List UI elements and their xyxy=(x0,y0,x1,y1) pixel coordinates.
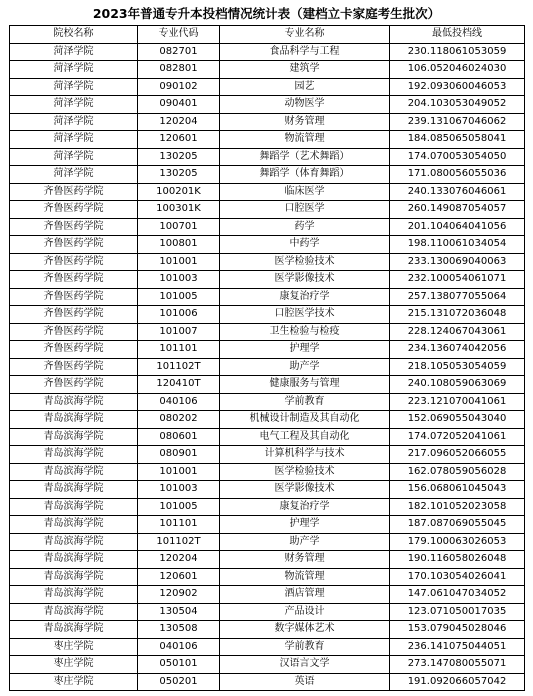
school-name-cell: 菏泽学院 xyxy=(10,148,138,166)
table-row xyxy=(10,253,525,271)
major-name-cell: 物流管理 xyxy=(220,131,390,149)
major-code-cell: 101006 xyxy=(138,306,220,324)
table-row xyxy=(10,166,525,184)
table-row xyxy=(10,638,525,656)
major-name-cell: 护理学 xyxy=(220,341,390,359)
school-name-cell: 齐鲁医药学院 xyxy=(10,253,138,271)
min-score-cell: 187.087069055045 xyxy=(390,516,525,534)
major-name-cell: 医学影像技术 xyxy=(220,481,390,499)
table-row xyxy=(10,323,525,341)
table-row xyxy=(10,201,525,219)
major-name-cell: 康复治疗学 xyxy=(220,498,390,516)
major-name-cell: 电气工程及其自动化 xyxy=(220,428,390,446)
table-row xyxy=(10,218,525,236)
school-name-cell: 青岛滨海学院 xyxy=(10,516,138,534)
major-code-cell: 120204 xyxy=(138,551,220,569)
major-name-cell: 口腔医学技术 xyxy=(220,306,390,324)
min-score-cell: 228.124067043061 xyxy=(390,323,525,341)
min-score-cell: 191.092066057042 xyxy=(390,673,525,691)
score-table xyxy=(9,25,525,691)
min-score-cell: 240.108059063069 xyxy=(390,376,525,394)
major-code-cell: 101003 xyxy=(138,271,220,289)
major-code-cell: 090401 xyxy=(138,96,220,114)
school-name-cell: 齐鲁医药学院 xyxy=(10,288,138,306)
table-row xyxy=(10,498,525,516)
major-name-cell: 卫生检验与检疫 xyxy=(220,323,390,341)
major-code-cell: 101102T xyxy=(138,358,220,376)
table-row xyxy=(10,621,525,639)
min-score-cell: 174.070053054050 xyxy=(390,148,525,166)
major-code-cell: 120601 xyxy=(138,131,220,149)
school-name-cell: 齐鲁医药学院 xyxy=(10,358,138,376)
table-row xyxy=(10,481,525,499)
major-name-cell: 计算机科学与技术 xyxy=(220,446,390,464)
major-name-cell: 食品科学与工程 xyxy=(220,43,390,61)
major-name-cell: 动物医学 xyxy=(220,96,390,114)
major-code-cell: 101001 xyxy=(138,463,220,481)
table-row xyxy=(10,341,525,359)
major-code-cell: 082801 xyxy=(138,61,220,79)
major-name-cell: 机械设计制造及其自动化 xyxy=(220,411,390,429)
school-name-cell: 菏泽学院 xyxy=(10,61,138,79)
min-score-cell: 215.131072036048 xyxy=(390,306,525,324)
major-name-cell: 口腔医学 xyxy=(220,201,390,219)
school-name-cell: 枣庄学院 xyxy=(10,673,138,691)
min-score-cell: 232.100054061071 xyxy=(390,271,525,289)
major-name-cell: 临床医学 xyxy=(220,183,390,201)
table-row xyxy=(10,288,525,306)
min-score-cell: 230.118061053059 xyxy=(390,43,525,61)
school-name-cell: 齐鲁医药学院 xyxy=(10,218,138,236)
major-name-cell: 园艺 xyxy=(220,78,390,96)
major-code-cell: 101007 xyxy=(138,323,220,341)
school-name-cell: 青岛滨海学院 xyxy=(10,393,138,411)
table-row xyxy=(10,96,525,114)
min-score-cell: 106.052046024030 xyxy=(390,61,525,79)
min-score-cell: 156.068061045043 xyxy=(390,481,525,499)
school-name-cell: 青岛滨海学院 xyxy=(10,498,138,516)
major-code-cell: 080601 xyxy=(138,428,220,446)
school-name-cell: 青岛滨海学院 xyxy=(10,568,138,586)
table-row xyxy=(10,358,525,376)
min-score-cell: 234.136074042056 xyxy=(390,341,525,359)
major-name-cell: 助产学 xyxy=(220,533,390,551)
min-score-cell: 171.080056055036 xyxy=(390,166,525,184)
min-score-cell: 192.093060046053 xyxy=(390,78,525,96)
major-code-cell: 101003 xyxy=(138,481,220,499)
table-row xyxy=(10,376,525,394)
school-name-cell: 青岛滨海学院 xyxy=(10,463,138,481)
table-row xyxy=(10,551,525,569)
table-row xyxy=(10,113,525,131)
min-score-cell: 147.061047034052 xyxy=(390,586,525,604)
school-name-cell: 青岛滨海学院 xyxy=(10,551,138,569)
major-code-cell: 120902 xyxy=(138,586,220,604)
major-name-cell: 产品设计 xyxy=(220,603,390,621)
min-score-cell: 153.079045028046 xyxy=(390,621,525,639)
table-row xyxy=(10,586,525,604)
major-name-cell: 护理学 xyxy=(220,516,390,534)
school-name-cell: 青岛滨海学院 xyxy=(10,428,138,446)
min-score-cell: 239.131067046062 xyxy=(390,113,525,131)
school-name-cell: 枣庄学院 xyxy=(10,656,138,674)
school-name-cell: 齐鲁医药学院 xyxy=(10,323,138,341)
school-name-cell: 齐鲁医药学院 xyxy=(10,376,138,394)
major-name-cell: 酒店管理 xyxy=(220,586,390,604)
major-name-cell: 中药学 xyxy=(220,236,390,254)
table-row xyxy=(10,393,525,411)
min-score-cell: 123.071050017035 xyxy=(390,603,525,621)
major-code-cell: 100801 xyxy=(138,236,220,254)
major-name-cell: 物流管理 xyxy=(220,568,390,586)
major-name-cell: 数字媒体艺术 xyxy=(220,621,390,639)
major-name-cell: 助产学 xyxy=(220,358,390,376)
school-name-cell: 青岛滨海学院 xyxy=(10,586,138,604)
major-code-cell: 082701 xyxy=(138,43,220,61)
major-code-cell: 130205 xyxy=(138,148,220,166)
major-code-cell: 090102 xyxy=(138,78,220,96)
min-score-cell: 273.147080055071 xyxy=(390,656,525,674)
major-code-cell: 040106 xyxy=(138,638,220,656)
major-name-cell: 建筑学 xyxy=(220,61,390,79)
table-row xyxy=(10,131,525,149)
school-name-cell: 齐鲁医药学院 xyxy=(10,201,138,219)
school-name-cell: 齐鲁医药学院 xyxy=(10,183,138,201)
page-title: 2023年普通专升本投档情况统计表（建档立卡家庭考生批次） xyxy=(92,6,441,21)
major-code-cell: 100201K xyxy=(138,183,220,201)
table-row xyxy=(10,411,525,429)
major-code-cell: 050201 xyxy=(138,673,220,691)
school-name-cell: 菏泽学院 xyxy=(10,96,138,114)
school-name-cell: 青岛滨海学院 xyxy=(10,481,138,499)
table-row xyxy=(10,533,525,551)
school-name-cell: 菏泽学院 xyxy=(10,113,138,131)
table-row xyxy=(10,236,525,254)
table-row xyxy=(10,271,525,289)
major-name-cell: 康复治疗学 xyxy=(220,288,390,306)
school-name-cell: 菏泽学院 xyxy=(10,78,138,96)
table-row xyxy=(10,183,525,201)
table-row xyxy=(10,428,525,446)
min-score-cell: 162.078059056028 xyxy=(390,463,525,481)
table-row xyxy=(10,61,525,79)
major-name-cell: 健康服务与管理 xyxy=(220,376,390,394)
school-name-cell: 青岛滨海学院 xyxy=(10,446,138,464)
table-row xyxy=(10,148,525,166)
school-name-cell: 菏泽学院 xyxy=(10,166,138,184)
major-code-cell: 130508 xyxy=(138,621,220,639)
table-row xyxy=(10,656,525,674)
major-name-cell: 医学影像技术 xyxy=(220,271,390,289)
major-code-cell: 130205 xyxy=(138,166,220,184)
table-row xyxy=(10,306,525,324)
school-name-cell: 齐鲁医药学院 xyxy=(10,236,138,254)
major-code-cell: 120601 xyxy=(138,568,220,586)
major-code-cell: 100301K xyxy=(138,201,220,219)
table-row xyxy=(10,78,525,96)
header-min-score: 最低投档线 xyxy=(390,26,525,44)
min-score-cell: 240.133076046061 xyxy=(390,183,525,201)
school-name-cell: 齐鲁医药学院 xyxy=(10,306,138,324)
min-score-cell: 236.141075044051 xyxy=(390,638,525,656)
major-code-cell: 101101 xyxy=(138,341,220,359)
school-name-cell: 枣庄学院 xyxy=(10,638,138,656)
major-name-cell: 学前教育 xyxy=(220,393,390,411)
school-name-cell: 齐鲁医药学院 xyxy=(10,341,138,359)
table-body xyxy=(10,43,525,691)
major-name-cell: 医学检验技术 xyxy=(220,463,390,481)
major-code-cell: 101005 xyxy=(138,288,220,306)
major-name-cell: 药学 xyxy=(220,218,390,236)
major-name-cell: 舞蹈学（体育舞蹈） xyxy=(220,166,390,184)
major-code-cell: 130504 xyxy=(138,603,220,621)
min-score-cell: 179.100063026053 xyxy=(390,533,525,551)
min-score-cell: 152.069055043040 xyxy=(390,411,525,429)
major-name-cell: 财务管理 xyxy=(220,551,390,569)
school-name-cell: 青岛滨海学院 xyxy=(10,621,138,639)
major-code-cell: 120410T xyxy=(138,376,220,394)
min-score-cell: 204.103053049052 xyxy=(390,96,525,114)
min-score-cell: 218.105053054059 xyxy=(390,358,525,376)
min-score-cell: 233.130069040063 xyxy=(390,253,525,271)
min-score-cell: 174.072052041061 xyxy=(390,428,525,446)
major-name-cell: 舞蹈学（艺术舞蹈） xyxy=(220,148,390,166)
school-name-cell: 齐鲁医药学院 xyxy=(10,271,138,289)
table-row xyxy=(10,463,525,481)
major-name-cell: 英语 xyxy=(220,673,390,691)
min-score-cell: 201.104064041056 xyxy=(390,218,525,236)
header-code: 专业代码 xyxy=(138,26,220,44)
table-row xyxy=(10,603,525,621)
major-code-cell: 101005 xyxy=(138,498,220,516)
min-score-cell: 257.138077055064 xyxy=(390,288,525,306)
header-major: 专业名称 xyxy=(220,26,390,44)
major-code-cell: 040106 xyxy=(138,393,220,411)
major-code-cell: 101102T xyxy=(138,533,220,551)
major-code-cell: 050101 xyxy=(138,656,220,674)
min-score-cell: 217.096052066055 xyxy=(390,446,525,464)
major-code-cell: 101001 xyxy=(138,253,220,271)
school-name-cell: 青岛滨海学院 xyxy=(10,603,138,621)
header-school: 院校名称 xyxy=(10,26,138,44)
min-score-cell: 182.101052023058 xyxy=(390,498,525,516)
school-name-cell: 青岛滨海学院 xyxy=(10,411,138,429)
major-code-cell: 100701 xyxy=(138,218,220,236)
table-header-row xyxy=(10,26,525,44)
table-row xyxy=(10,516,525,534)
table-row xyxy=(10,568,525,586)
major-name-cell: 学前教育 xyxy=(220,638,390,656)
school-name-cell: 青岛滨海学院 xyxy=(10,533,138,551)
min-score-cell: 190.116058026048 xyxy=(390,551,525,569)
major-code-cell: 080901 xyxy=(138,446,220,464)
min-score-cell: 198.110061034054 xyxy=(390,236,525,254)
table-row xyxy=(10,673,525,691)
major-name-cell: 医学检验技术 xyxy=(220,253,390,271)
school-name-cell: 菏泽学院 xyxy=(10,131,138,149)
major-code-cell: 101101 xyxy=(138,516,220,534)
major-code-cell: 080202 xyxy=(138,411,220,429)
min-score-cell: 260.149087054057 xyxy=(390,201,525,219)
school-name-cell: 菏泽学院 xyxy=(10,43,138,61)
table-row xyxy=(10,446,525,464)
min-score-cell: 184.085065058041 xyxy=(390,131,525,149)
major-code-cell: 120204 xyxy=(138,113,220,131)
min-score-cell: 170.103054026041 xyxy=(390,568,525,586)
major-name-cell: 财务管理 xyxy=(220,113,390,131)
min-score-cell: 223.121070041061 xyxy=(390,393,525,411)
table-row xyxy=(10,43,525,61)
major-name-cell: 汉语言文学 xyxy=(220,656,390,674)
